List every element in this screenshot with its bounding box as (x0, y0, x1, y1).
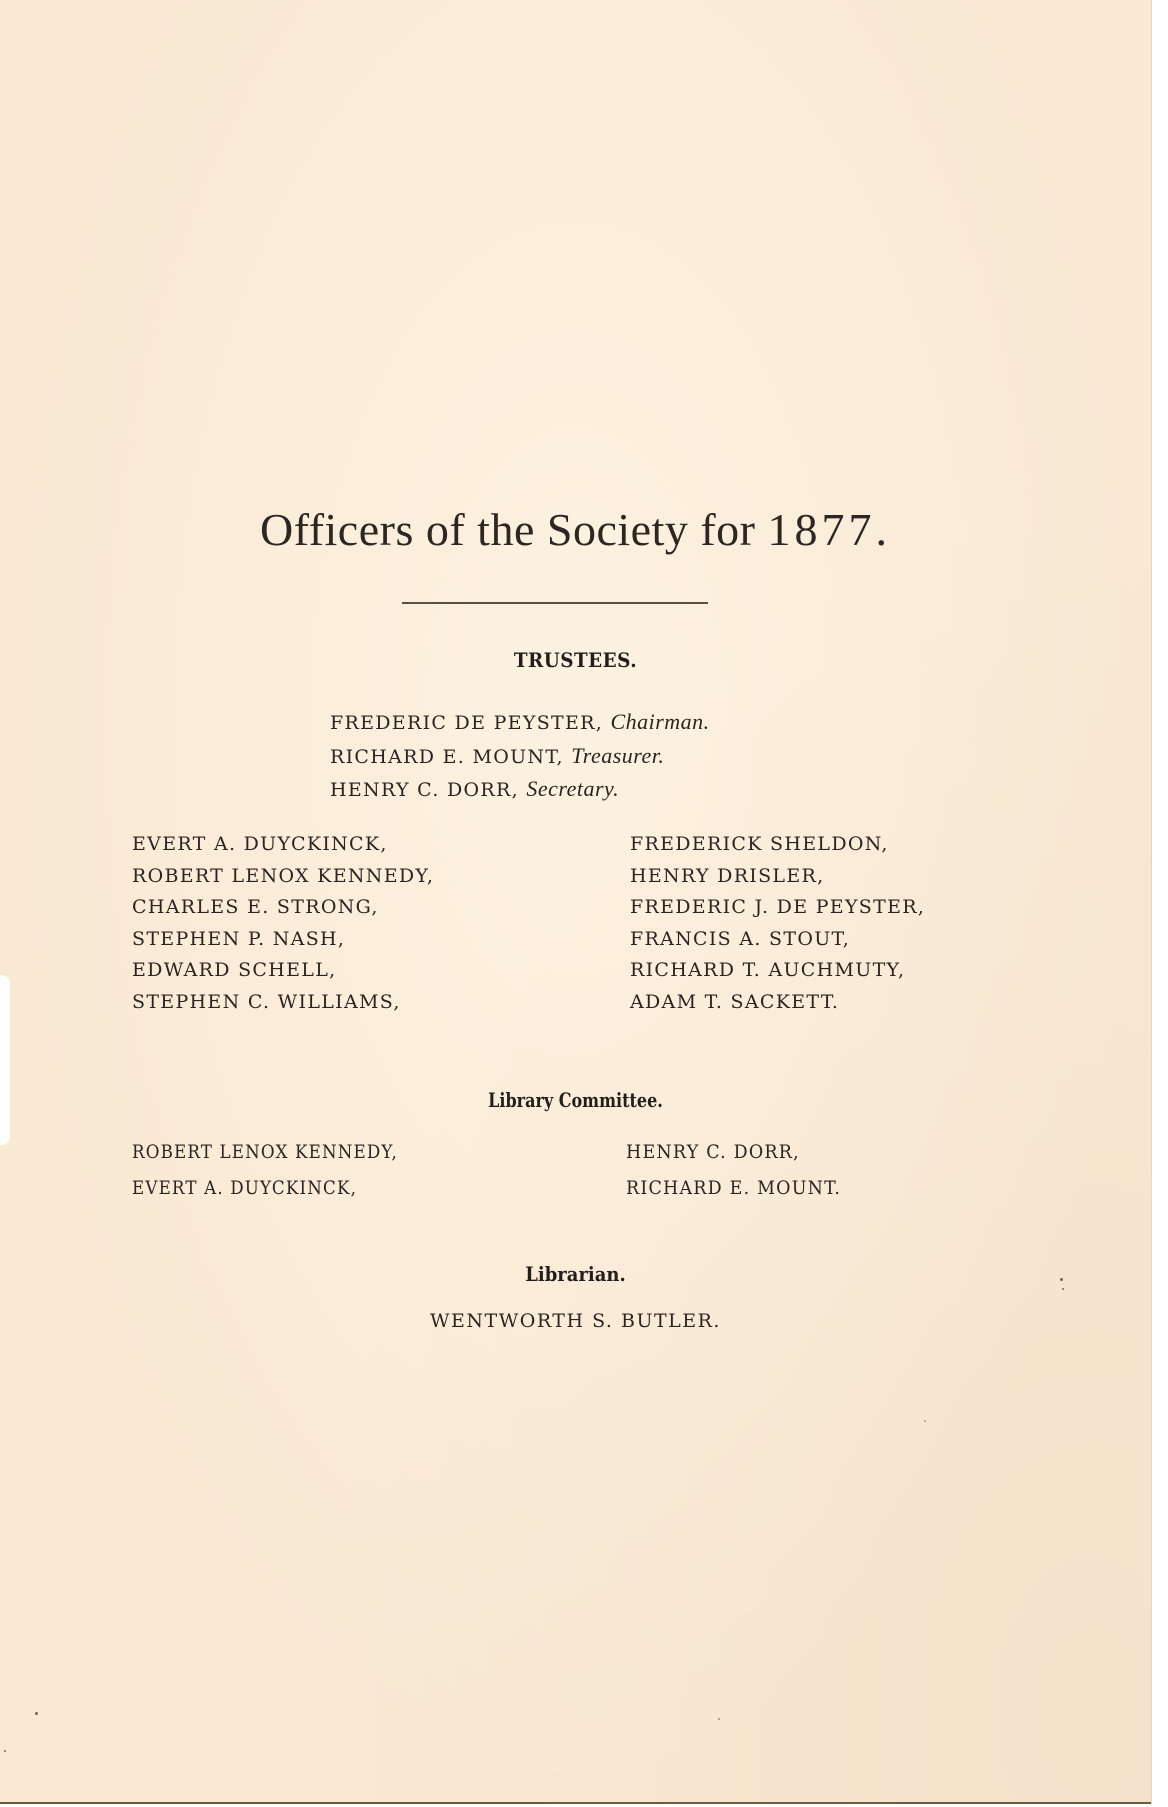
paper-speck (4, 1750, 6, 1752)
officer-role: Chairman. (610, 709, 710, 734)
library-committee-right-column (626, 1134, 841, 1206)
officer-row (330, 740, 710, 774)
trustee-name: STEPHEN P. NASH, (132, 927, 346, 950)
title-year: 1877. (767, 504, 891, 555)
officer-name: FREDERIC DE PEYSTER, (330, 712, 604, 734)
library-committee-left-column (132, 1134, 398, 1206)
trustees-heading: TRUSTEES. (513, 648, 638, 672)
paper-speck (718, 1718, 720, 1720)
officer-name: HENRY C. DORR, (330, 779, 519, 801)
trustee-name: STEPHEN C. WILLIAMS, (132, 990, 401, 1013)
officer-name: RICHARD E. MOUNT, (330, 745, 564, 768)
officer-row (330, 706, 710, 740)
trustee-name: EDWARD SCHELL, (132, 959, 337, 981)
committee-member: RICHARD E. MOUNT. (626, 1177, 842, 1199)
officer-role: Secretary. (526, 776, 620, 801)
trustees-left-column (132, 829, 434, 1018)
committee-member: ROBERT LENOX KENNEDY, (132, 1141, 398, 1163)
librarian-heading: Librarian. (525, 1262, 626, 1286)
officers-list (330, 706, 710, 807)
committee-member: EVERT A. DUYCKINCK, (132, 1177, 358, 1199)
trustee-name: HENRY DRISLER, (630, 864, 825, 887)
trustee-name: FRANCIS A. STOUT, (630, 927, 851, 950)
librarian-name: WENTWORTH S. BUTLER. (430, 1310, 721, 1332)
title-text: Officers of the Society for (260, 504, 756, 555)
trustee-name: CHARLES E. STRONG, (132, 896, 379, 918)
paper-speck (1062, 1288, 1064, 1290)
officer-row (330, 773, 710, 807)
trustee-name: FREDERICK SHELDON, (630, 833, 889, 855)
paper-speck (924, 1420, 926, 1422)
trustee-name: ADAM T. SACKETT. (630, 990, 840, 1013)
paper-speck (35, 1712, 38, 1715)
officer-role: Treasurer. (571, 742, 665, 768)
torn-edge (0, 975, 10, 1145)
trustee-name: FREDERIC J. DE PEYSTER, (630, 896, 926, 918)
trustee-name: RICHARD T. AUCHMUTY, (630, 959, 906, 981)
committee-member: HENRY C. DORR, (626, 1141, 800, 1163)
page-title (0, 503, 1151, 556)
trustee-name: EVERT A. DUYCKINCK, (132, 833, 388, 855)
trustee-name: ROBERT LENOX KENNEDY, (132, 864, 435, 887)
title-divider (402, 602, 708, 604)
library-committee-heading: Library Committee. (488, 1088, 663, 1112)
trustees-right-column (630, 829, 925, 1018)
